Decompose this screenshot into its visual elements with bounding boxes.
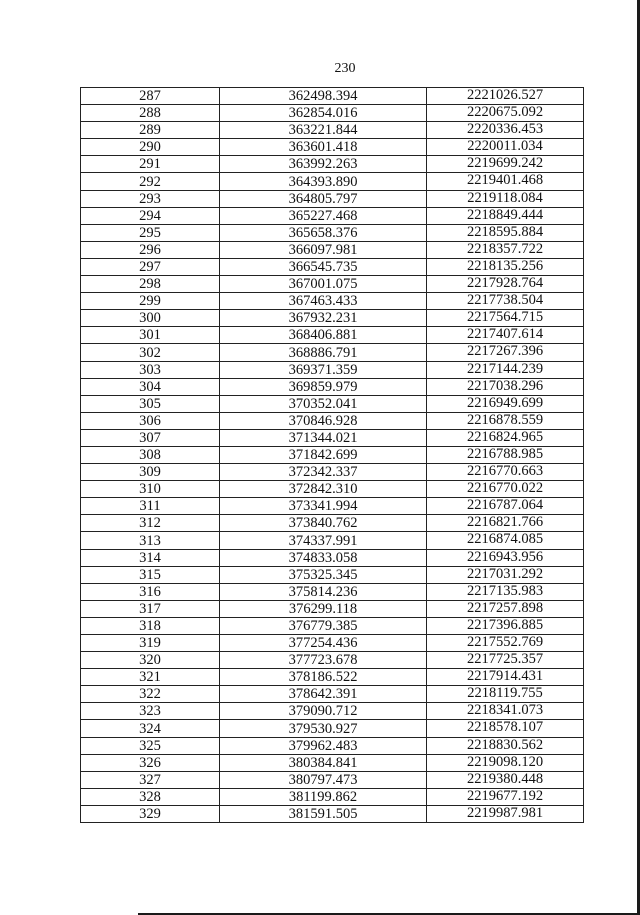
x-coordinate-cell: 372842.310	[220, 481, 427, 498]
table-row	[81, 652, 584, 669]
y-coordinate-cell: 2218357.722	[427, 241, 584, 258]
point-number-cell: 314	[81, 549, 220, 566]
y-coordinate-cell: 2219098.120	[427, 754, 584, 771]
point-number-cell: 319	[81, 635, 220, 652]
table-row	[81, 566, 584, 583]
point-number-cell: 299	[81, 293, 220, 310]
table-row	[81, 88, 584, 105]
coordinate-table	[80, 87, 584, 823]
x-coordinate-cell: 379090.712	[220, 703, 427, 720]
point-number-cell: 290	[81, 139, 220, 156]
x-coordinate-cell: 366545.735	[220, 258, 427, 275]
point-number-cell: 316	[81, 583, 220, 600]
table-row	[81, 139, 584, 156]
y-coordinate-cell: 2217738.504	[427, 293, 584, 310]
coordinate-table-body	[81, 88, 584, 823]
table-row	[81, 754, 584, 771]
table-row	[81, 805, 584, 822]
point-number-cell: 313	[81, 532, 220, 549]
table-row	[81, 224, 584, 241]
point-number-cell: 317	[81, 600, 220, 617]
y-coordinate-cell: 2217407.614	[427, 327, 584, 344]
point-number-cell: 304	[81, 378, 220, 395]
point-number-cell: 308	[81, 446, 220, 463]
x-coordinate-cell: 362498.394	[220, 88, 427, 105]
x-coordinate-cell: 370846.928	[220, 412, 427, 429]
table-row	[81, 276, 584, 293]
y-coordinate-cell: 2220675.092	[427, 105, 584, 122]
point-number-cell: 291	[81, 156, 220, 173]
y-coordinate-cell: 2218595.884	[427, 224, 584, 241]
x-coordinate-cell: 371344.021	[220, 429, 427, 446]
table-row	[81, 703, 584, 720]
x-coordinate-cell: 370352.041	[220, 395, 427, 412]
y-coordinate-cell: 2217031.292	[427, 566, 584, 583]
x-coordinate-cell: 366097.981	[220, 241, 427, 258]
point-number-cell: 295	[81, 224, 220, 241]
point-number-cell: 321	[81, 669, 220, 686]
point-number-cell: 301	[81, 327, 220, 344]
point-number-cell: 324	[81, 720, 220, 737]
x-coordinate-cell: 377723.678	[220, 652, 427, 669]
y-coordinate-cell: 2219118.084	[427, 190, 584, 207]
x-coordinate-cell: 363601.418	[220, 139, 427, 156]
x-coordinate-cell: 373840.762	[220, 515, 427, 532]
y-coordinate-cell: 2219401.468	[427, 173, 584, 190]
point-number-cell: 294	[81, 207, 220, 224]
y-coordinate-cell: 2217144.239	[427, 361, 584, 378]
x-coordinate-cell: 365658.376	[220, 224, 427, 241]
y-coordinate-cell: 2216770.663	[427, 464, 584, 481]
x-coordinate-cell: 375814.236	[220, 583, 427, 600]
y-coordinate-cell: 2219677.192	[427, 788, 584, 805]
point-number-cell: 310	[81, 481, 220, 498]
x-coordinate-cell: 364805.797	[220, 190, 427, 207]
point-number-cell: 307	[81, 429, 220, 446]
table-row	[81, 515, 584, 532]
y-coordinate-cell: 2220011.034	[427, 139, 584, 156]
table-row	[81, 788, 584, 805]
table-row	[81, 241, 584, 258]
point-number-cell: 297	[81, 258, 220, 275]
table-row	[81, 617, 584, 634]
y-coordinate-cell: 2217135.983	[427, 583, 584, 600]
point-number-cell: 318	[81, 617, 220, 634]
x-coordinate-cell: 372342.337	[220, 464, 427, 481]
y-coordinate-cell: 2217564.715	[427, 310, 584, 327]
point-number-cell: 296	[81, 241, 220, 258]
point-number-cell: 300	[81, 310, 220, 327]
table-row	[81, 207, 584, 224]
y-coordinate-cell: 2216821.766	[427, 515, 584, 532]
table-row	[81, 361, 584, 378]
point-number-cell: 323	[81, 703, 220, 720]
y-coordinate-cell: 2217552.769	[427, 635, 584, 652]
point-number-cell: 303	[81, 361, 220, 378]
table-row	[81, 669, 584, 686]
point-number-cell: 328	[81, 788, 220, 805]
table-row	[81, 737, 584, 754]
point-number-cell: 325	[81, 737, 220, 754]
y-coordinate-cell: 2218578.107	[427, 720, 584, 737]
y-coordinate-cell: 2217914.431	[427, 669, 584, 686]
x-coordinate-cell: 377254.436	[220, 635, 427, 652]
y-coordinate-cell: 2216949.699	[427, 395, 584, 412]
point-number-cell: 288	[81, 105, 220, 122]
point-number-cell: 312	[81, 515, 220, 532]
y-coordinate-cell: 2216787.064	[427, 498, 584, 515]
table-row	[81, 395, 584, 412]
y-coordinate-cell: 2218135.256	[427, 258, 584, 275]
table-row	[81, 173, 584, 190]
x-coordinate-cell: 367932.231	[220, 310, 427, 327]
point-number-cell: 309	[81, 464, 220, 481]
x-coordinate-cell: 375325.345	[220, 566, 427, 583]
y-coordinate-cell: 2220336.453	[427, 122, 584, 139]
point-number-cell: 292	[81, 173, 220, 190]
point-number-cell: 298	[81, 276, 220, 293]
y-coordinate-cell: 2218341.073	[427, 703, 584, 720]
x-coordinate-cell: 380797.473	[220, 771, 427, 788]
x-coordinate-cell: 376779.385	[220, 617, 427, 634]
point-number-cell: 302	[81, 344, 220, 361]
point-number-cell: 326	[81, 754, 220, 771]
table-row	[81, 310, 584, 327]
point-number-cell: 293	[81, 190, 220, 207]
page-number: 230	[334, 61, 356, 76]
x-coordinate-cell: 368406.881	[220, 327, 427, 344]
y-coordinate-cell: 2216788.985	[427, 446, 584, 463]
table-row	[81, 549, 584, 566]
table-row	[81, 327, 584, 344]
table-row	[81, 190, 584, 207]
x-coordinate-cell: 376299.118	[220, 600, 427, 617]
x-coordinate-cell: 379962.483	[220, 737, 427, 754]
x-coordinate-cell: 363992.263	[220, 156, 427, 173]
y-coordinate-cell: 2217725.357	[427, 652, 584, 669]
table-row	[81, 446, 584, 463]
x-coordinate-cell: 374833.058	[220, 549, 427, 566]
table-row	[81, 600, 584, 617]
x-coordinate-cell: 378642.391	[220, 686, 427, 703]
x-coordinate-cell: 363221.844	[220, 122, 427, 139]
table-row	[81, 720, 584, 737]
point-number-cell: 306	[81, 412, 220, 429]
point-number-cell: 327	[81, 771, 220, 788]
y-coordinate-cell: 2219987.981	[427, 805, 584, 822]
y-coordinate-cell: 2219699.242	[427, 156, 584, 173]
table-row	[81, 583, 584, 600]
y-coordinate-cell: 2217038.296	[427, 378, 584, 395]
point-number-cell: 289	[81, 122, 220, 139]
y-coordinate-cell: 2221026.527	[427, 88, 584, 105]
x-coordinate-cell: 365227.468	[220, 207, 427, 224]
y-coordinate-cell: 2216874.085	[427, 532, 584, 549]
point-number-cell: 322	[81, 686, 220, 703]
x-coordinate-cell: 373341.994	[220, 498, 427, 515]
table-row	[81, 378, 584, 395]
table-row	[81, 532, 584, 549]
table-row	[81, 412, 584, 429]
y-coordinate-cell: 2216770.022	[427, 481, 584, 498]
y-coordinate-cell: 2217267.396	[427, 344, 584, 361]
y-coordinate-cell: 2217396.885	[427, 617, 584, 634]
x-coordinate-cell: 374337.991	[220, 532, 427, 549]
table-row	[81, 771, 584, 788]
y-coordinate-cell: 2218830.562	[427, 737, 584, 754]
point-number-cell: 320	[81, 652, 220, 669]
x-coordinate-cell: 380384.841	[220, 754, 427, 771]
y-coordinate-cell: 2216943.956	[427, 549, 584, 566]
table-row	[81, 122, 584, 139]
table-row	[81, 293, 584, 310]
table-row	[81, 498, 584, 515]
point-number-cell: 287	[81, 88, 220, 105]
x-coordinate-cell: 362854.016	[220, 105, 427, 122]
table-row	[81, 464, 584, 481]
y-coordinate-cell: 2216824.965	[427, 429, 584, 446]
table-row	[81, 481, 584, 498]
y-coordinate-cell: 2218849.444	[427, 207, 584, 224]
y-coordinate-cell: 2217928.764	[427, 276, 584, 293]
point-number-cell: 305	[81, 395, 220, 412]
point-number-cell: 315	[81, 566, 220, 583]
x-coordinate-cell: 381591.505	[220, 805, 427, 822]
point-number-cell: 329	[81, 805, 220, 822]
x-coordinate-cell: 367463.433	[220, 293, 427, 310]
x-coordinate-cell: 369371.359	[220, 361, 427, 378]
x-coordinate-cell: 368886.791	[220, 344, 427, 361]
x-coordinate-cell: 381199.862	[220, 788, 427, 805]
x-coordinate-cell: 378186.522	[220, 669, 427, 686]
table-row	[81, 258, 584, 275]
x-coordinate-cell: 369859.979	[220, 378, 427, 395]
y-coordinate-cell: 2218119.755	[427, 686, 584, 703]
x-coordinate-cell: 364393.890	[220, 173, 427, 190]
table-row	[81, 105, 584, 122]
table-row	[81, 635, 584, 652]
y-coordinate-cell: 2219380.448	[427, 771, 584, 788]
point-number-cell: 311	[81, 498, 220, 515]
table-row	[81, 344, 584, 361]
x-coordinate-cell: 371842.699	[220, 446, 427, 463]
table-row	[81, 429, 584, 446]
y-coordinate-cell: 2217257.898	[427, 600, 584, 617]
table-row	[81, 686, 584, 703]
x-coordinate-cell: 379530.927	[220, 720, 427, 737]
table-row	[81, 156, 584, 173]
x-coordinate-cell: 367001.075	[220, 276, 427, 293]
y-coordinate-cell: 2216878.559	[427, 412, 584, 429]
